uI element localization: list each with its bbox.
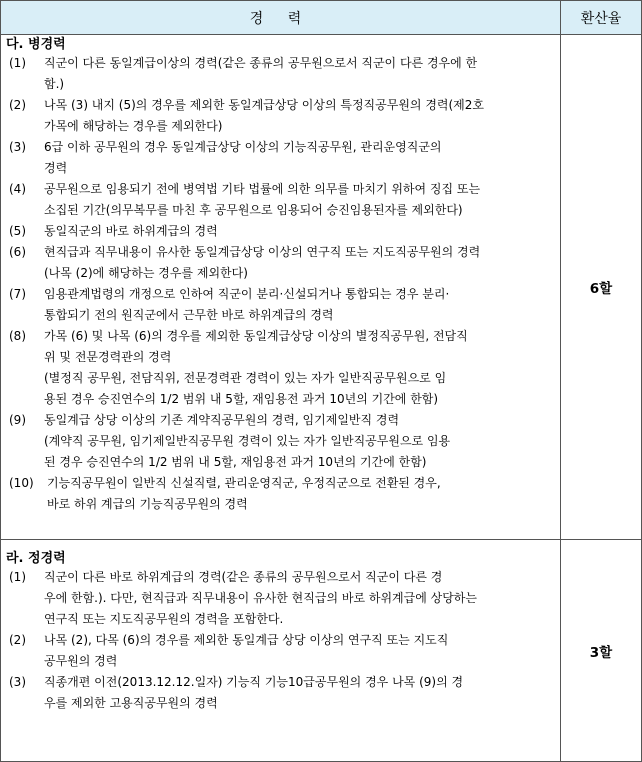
- section-content: [1, 540, 561, 762]
- item-number: (9): [9, 413, 26, 427]
- item-number: (3): [9, 140, 26, 154]
- item-number: (7): [9, 287, 26, 301]
- item-number: (10): [9, 476, 34, 490]
- item-text-line: 된 경우 승진연수의 1/2 범위 내 5할, 재임용전 과거 10년의 기간에 한함): [44, 455, 427, 469]
- section-title: 다. 병경력: [6, 37, 66, 52]
- item-text-line: 함.): [44, 77, 65, 91]
- item-text-line: (계약직 공무원, 임기제일반직공무원 경력이 있는 자가 일반직공무원으로 임용: [44, 434, 451, 448]
- item-number: (2): [9, 633, 26, 647]
- item-text-line: (나목 (2)에 해당하는 경우를 제외한다): [44, 266, 248, 280]
- list-item: [1, 473, 554, 515]
- section-rate: 6할: [561, 35, 642, 540]
- item-number: (4): [9, 182, 26, 196]
- item-text-line: 직종개편 이전(2013.12.12.일자) 기능직 기능10급공무원의 경우 나목 (9)의 경: [44, 675, 464, 689]
- item-text-line: 용된 경우 승진연수의 1/2 범위 내 5할, 재임용전 과거 10년의 기간에 한함): [44, 392, 439, 406]
- item-text-line: 바로 하위 계급의 기능직공무원의 경력: [47, 497, 248, 511]
- item-number: (8): [9, 329, 26, 343]
- section-items: [1, 53, 554, 515]
- item-text-line: 공무원으로 임용되기 전에 병역법 기타 법률에 의한 의무를 마치기 위하여 징집 또는: [44, 182, 481, 196]
- item-text-line: 임용관계법령의 개정으로 인하여 직군이 분리·신설되거나 통합되는 경우 분리·: [44, 287, 450, 301]
- item-number: (6): [9, 245, 26, 259]
- list-item: [1, 672, 554, 714]
- item-number: (2): [9, 98, 26, 112]
- list-item: [1, 137, 554, 179]
- header-career: 경 력: [1, 1, 561, 35]
- section-rate: 3할: [561, 540, 642, 762]
- list-item: [1, 567, 554, 630]
- item-text-line: 동일계급 상당 이상의 기존 계약직공무원의 경력, 임기제일반직 경력: [44, 413, 400, 427]
- item-text-line: 현직급과 직무내용이 유사한 동일계급상당 이상의 연구직 또는 지도직공무원의 경력: [44, 245, 481, 259]
- header-rate: 환산율: [561, 1, 642, 35]
- item-number: (3): [9, 675, 26, 689]
- item-text-line: 6급 이하 공무원의 경우 동일계급상당 이상의 기능직공무원, 관리운영직군의: [44, 140, 442, 154]
- item-text-line: 통합되기 전의 원직군에서 근무한 바로 하위계급의 경력: [44, 308, 334, 322]
- list-item: [1, 410, 554, 473]
- section-items: [1, 567, 554, 714]
- section-title: 라. 정경력: [6, 551, 66, 566]
- list-item: [1, 179, 554, 221]
- list-item: [1, 221, 554, 242]
- item-text-line: 우에 한함.). 다만, 현직급과 직무내용이 유사한 현직급의 바로 하위계급에 상당하는: [44, 591, 477, 605]
- item-text-line: 직군이 다른 동일계급이상의 경력(같은 종류의 공무원으로서 직군이 다른 경우에 한: [44, 56, 478, 70]
- item-text-line: 가목에 해당하는 경우를 제외한다): [44, 119, 223, 133]
- item-text-line: 동일직군의 바로 하위계급의 경력: [44, 224, 218, 238]
- item-text-line: 우를 제외한 고용직공무원의 경력: [44, 696, 218, 710]
- item-text-line: 직군이 다른 바로 하위계급의 경력(같은 종류의 공무원으로서 직군이 다른 경: [44, 570, 443, 584]
- item-text-line: 위 및 전문경력관의 경력: [44, 350, 172, 364]
- section-row-da: [1, 35, 642, 540]
- section-row-ra: [1, 540, 642, 762]
- item-text-line: 경력: [44, 161, 68, 175]
- list-item: [1, 95, 554, 137]
- table-header-row: [1, 1, 642, 35]
- item-number: (1): [9, 570, 26, 584]
- item-text-line: (별정직 공무원, 전담직위, 전문경력관 경력이 있는 자가 일반직공무원으로 임: [44, 371, 447, 385]
- item-text-line: 소집된 기간(의무복무를 마친 후 공무원으로 임용되어 승진임용된자를 제외한다): [44, 203, 463, 217]
- list-item: [1, 284, 554, 326]
- item-text-line: 나목 (2), 다목 (6)의 경우를 제외한 동일계급 상당 이상의 연구직 또는 지도직: [44, 633, 449, 647]
- item-text-line: 공무원의 경력: [44, 654, 118, 668]
- item-text-line: 가목 (6) 및 나목 (6)의 경우를 제외한 동일계급상당 이상의 별정직공무원, 전담직: [44, 329, 468, 343]
- section-content: [1, 35, 561, 540]
- item-text-line: 연구직 또는 지도직공무원의 경력을 포함한다.: [44, 612, 284, 626]
- item-number: (1): [9, 56, 26, 70]
- list-item: [1, 242, 554, 284]
- item-number: (5): [9, 224, 26, 238]
- list-item: [1, 53, 554, 95]
- item-text-line: 나목 (3) 내지 (5)의 경우를 제외한 동일계급상당 이상의 특정직공무원의 경력(제2호: [44, 98, 484, 112]
- list-item: [1, 326, 554, 410]
- item-text-line: 기능직공무원이 일반직 신설직렬, 관리운영직군, 우정직군으로 전환된 경우,: [47, 476, 441, 490]
- list-item: [1, 630, 554, 672]
